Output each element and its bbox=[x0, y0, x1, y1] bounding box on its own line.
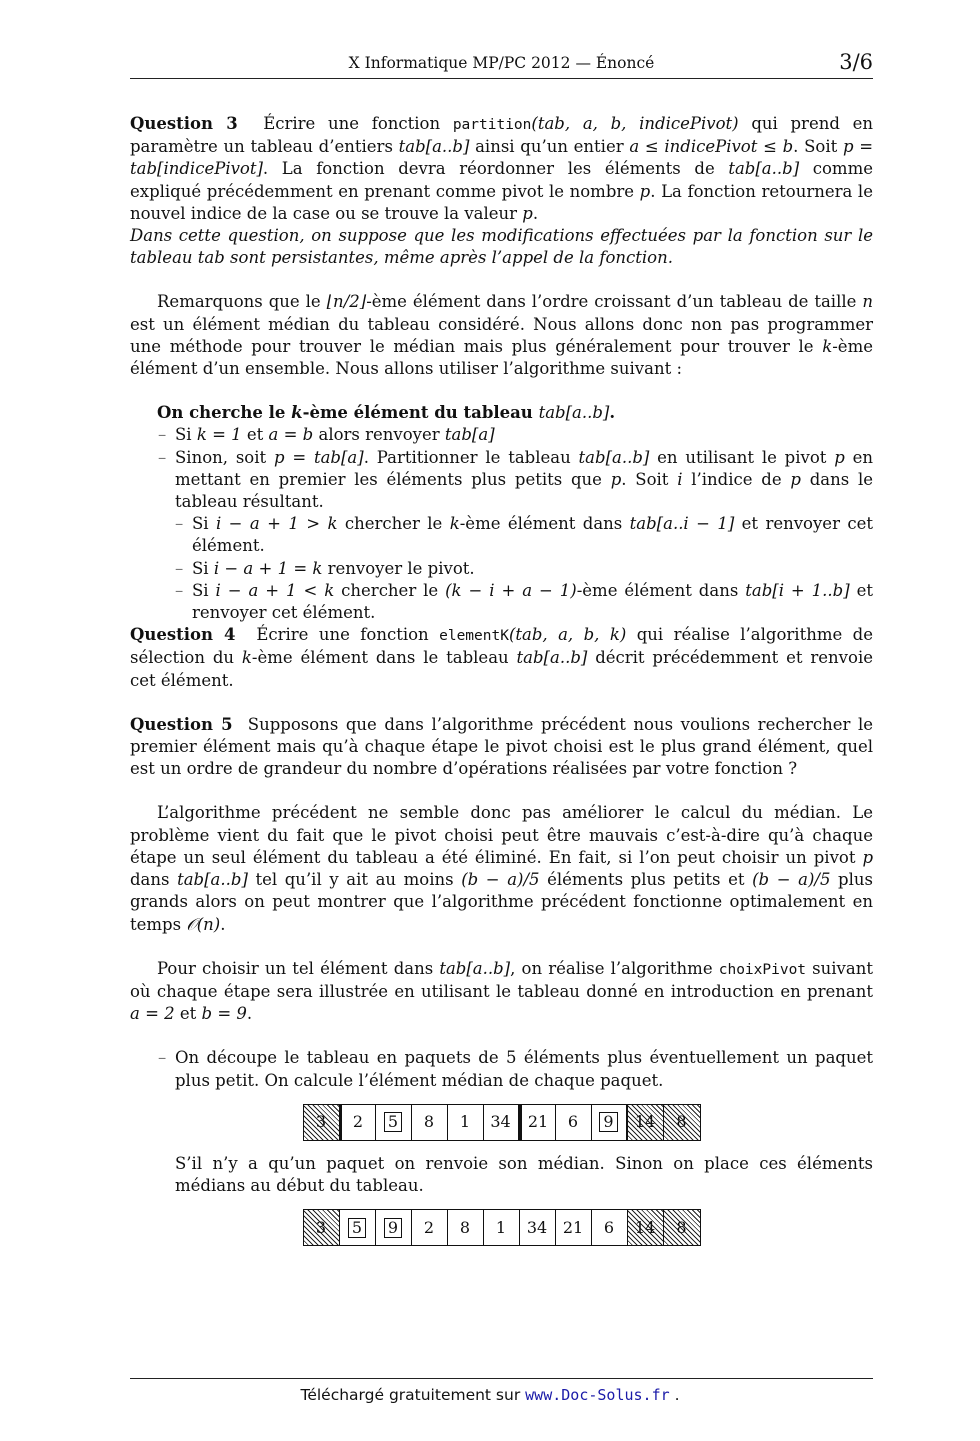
para-text: -ème élément dans l’ordre croissant d’un tableau de taille bbox=[366, 292, 863, 312]
para-text: est un élément médian du tableau considéré. Nous allons donc non pas programmer une méthode pour trouver le médian mais plus généralement pour trouver le bbox=[130, 314, 873, 356]
math-k: k bbox=[822, 336, 833, 356]
table-cell: 1 bbox=[448, 1105, 484, 1140]
page-number: 3/6 bbox=[839, 50, 873, 74]
question-3 bbox=[130, 113, 873, 225]
table-cell-median: 5 bbox=[376, 1105, 412, 1140]
table-cell-median: 5 bbox=[340, 1210, 376, 1245]
footer-divider bbox=[130, 1378, 873, 1379]
header-title: X Informatique MP/PC 2012 — Énoncé bbox=[348, 54, 655, 72]
question-5-label: Question 5 bbox=[130, 714, 233, 734]
table-cell: 21 bbox=[520, 1105, 556, 1140]
table-cell-median: 9 bbox=[376, 1210, 412, 1245]
step-1-after: S’il n’y a qu’un paquet on renvoie son médian. Sinon on place ces éléments médians au début du tableau. bbox=[175, 1153, 873, 1195]
algorithm-steps bbox=[130, 424, 873, 513]
table-cell: 3 bbox=[304, 1210, 340, 1245]
footer-link[interactable]: www.Doc-Solus.fr bbox=[525, 1386, 670, 1404]
question-3-label: Question 3 bbox=[130, 114, 238, 133]
q3-text: . La fonction retournera le nouvel indice de la case ou se trouve la valeur bbox=[130, 181, 873, 223]
table-2-wrapper bbox=[130, 1209, 873, 1246]
algorithm-title bbox=[130, 402, 873, 424]
choixpivot-steps bbox=[130, 1047, 873, 1091]
fn-partition: partition bbox=[452, 117, 532, 133]
math-k: k bbox=[291, 403, 303, 423]
document-body bbox=[130, 113, 873, 1258]
math-cond: a ≤ indicePivot ≤ b bbox=[629, 137, 794, 157]
q3-args: (tab, a, b, indicePivot) bbox=[531, 114, 739, 133]
table-cell: 8 bbox=[412, 1105, 448, 1140]
para-text: -ème élément d’un ensemble. Nous allons utiliser l’algorithme suivant : bbox=[130, 336, 873, 379]
paragraph-choixpivot: Pour choisir un tel élément dans tab[a..b], on réalise l’algorithme choixPivot suivant où chaque étape sera illustrée en utilisant le tableau donné en introduction en prenant a = 2 et b = 9. bbox=[130, 958, 873, 1024]
q3-text: Écrire une fonction bbox=[263, 114, 453, 133]
algo-title-text: -ème élément du tableau bbox=[302, 403, 539, 423]
math-tab: tab[a..b] bbox=[538, 403, 610, 423]
table-cell: 34 bbox=[484, 1105, 520, 1140]
table-cell: 6 bbox=[556, 1105, 592, 1140]
fn-elementK: elementK bbox=[439, 628, 509, 645]
math-pdef: p = tab[indicePivot] bbox=[130, 137, 874, 179]
table-cell: 8 bbox=[664, 1210, 700, 1245]
q5-text: Supposons que dans l’algorithme précédent nous voulions rechercher le premier élément mais qu’à chaque étape le pivot choisi est le plus grand élément, quel est un ordre de grandeur du nombre d’opérations réalisées par votre fonction ? bbox=[130, 714, 874, 779]
list-item: – Sinon, soit p = tab[a]. Partitionner le tableau tab[a..b] en utilisant le pivot p en mettant en premier les éléments plus petits que p. Soit i l’indice de p dans le tableau résultant. bbox=[130, 447, 873, 514]
para-text: Remarquons que le bbox=[157, 292, 327, 312]
table-1-wrapper bbox=[130, 1104, 873, 1141]
list-item: – Si i − a + 1 > k chercher le k-ème élément dans tab[a..i − 1] et renvoyer cet élément. bbox=[130, 513, 873, 557]
fn-choixPivot: choixPivot bbox=[718, 961, 807, 978]
page-footer bbox=[0, 1386, 980, 1404]
list-item: – Si i − a + 1 = k renvoyer le pivot. bbox=[130, 558, 873, 580]
table-cell: 14 bbox=[628, 1105, 664, 1140]
table-cell: 3 bbox=[304, 1105, 340, 1140]
footer-text: Téléchargé gratuitement sur bbox=[300, 1386, 526, 1404]
question-5 bbox=[130, 714, 873, 781]
array-table-1 bbox=[303, 1104, 701, 1141]
page-header bbox=[130, 50, 873, 79]
math-tab: tab[a..b] bbox=[398, 137, 470, 157]
table-cell: 2 bbox=[412, 1210, 448, 1245]
table-cell: 2 bbox=[340, 1105, 376, 1140]
table-cell: 34 bbox=[520, 1210, 556, 1245]
footer-text: . bbox=[669, 1386, 680, 1404]
math-n: n bbox=[862, 292, 873, 312]
list-item: – Si k = 1 et a = b alors renvoyer tab[a] bbox=[130, 424, 873, 446]
math-p: p bbox=[522, 203, 533, 223]
algorithm-substeps bbox=[130, 513, 873, 624]
q3-text: . bbox=[532, 203, 539, 223]
q3-text: . Soit bbox=[793, 137, 843, 157]
table-cell: 8 bbox=[448, 1210, 484, 1245]
algo-title-text: On cherche le bbox=[157, 403, 292, 423]
question-3-note: Dans cette question, on suppose que les modifications effectuées par la fonction sur le tableau tab sont persistantes, même après l’appel de la fonction. bbox=[130, 226, 873, 268]
paragraph-pivot: L’algorithme précédent ne semble donc pas améliorer le calcul du médian. Le problème vient du fait que le pivot choisi peut être mauvais c’est-à-dire qu’à chaque étape un seul élément du tableau a été éliminé. En fait, si l’on peut choisir un pivot p dans tab[a..b] tel qu’il y ait au moins (b − a)/5 éléments plus petits et (b − a)/5 plus grands alors on peut montrer que l’algorithme précédent fonctionne optimalement en temps 𝒪(n). bbox=[130, 803, 873, 934]
algo-title-text: . bbox=[609, 403, 616, 423]
math-tab: tab[a..b] bbox=[728, 159, 800, 179]
q3-text: comme expliqué précédemment en prenant comme pivot le nombre bbox=[130, 159, 873, 201]
q3-text: ainsi qu’un entier bbox=[469, 137, 630, 157]
table-cell-median: 9 bbox=[592, 1105, 628, 1140]
question-4-label: Question 4 bbox=[130, 625, 236, 645]
list-item: – On découpe le tableau en paquets de 5 éléments plus éventuellement un paquet plus petit. On calcule l’élément médian de chaque paquet. bbox=[130, 1047, 873, 1091]
table-cell: 14 bbox=[628, 1210, 664, 1245]
paragraph-median bbox=[130, 291, 873, 380]
math-p: p bbox=[639, 181, 651, 201]
math-floor: ⌊n/2⌋ bbox=[326, 292, 367, 312]
question-4: Question 4 Écrire une fonction elementK(tab, a, b, k) qui réalise l’algorithme de sélection du k-ème élément dans le tableau tab[a..b] décrit précédemment et renvoie cet élément. bbox=[130, 625, 873, 690]
array-table-2 bbox=[303, 1209, 701, 1246]
q3-text: . La fonction devra réordonner les éléments de bbox=[262, 159, 729, 179]
table-cell: 8 bbox=[664, 1105, 700, 1140]
table-cell: 6 bbox=[592, 1210, 628, 1245]
list-item: – Si i − a + 1 < k chercher le (k − i + a − 1)-ème élément dans tab[i + 1..b] et renvoyer cet élément. bbox=[130, 580, 873, 624]
table-cell: 21 bbox=[556, 1210, 592, 1245]
q3-text: qui prend en paramètre un tableau d’entiers bbox=[130, 114, 874, 157]
table-cell: 1 bbox=[484, 1210, 520, 1245]
